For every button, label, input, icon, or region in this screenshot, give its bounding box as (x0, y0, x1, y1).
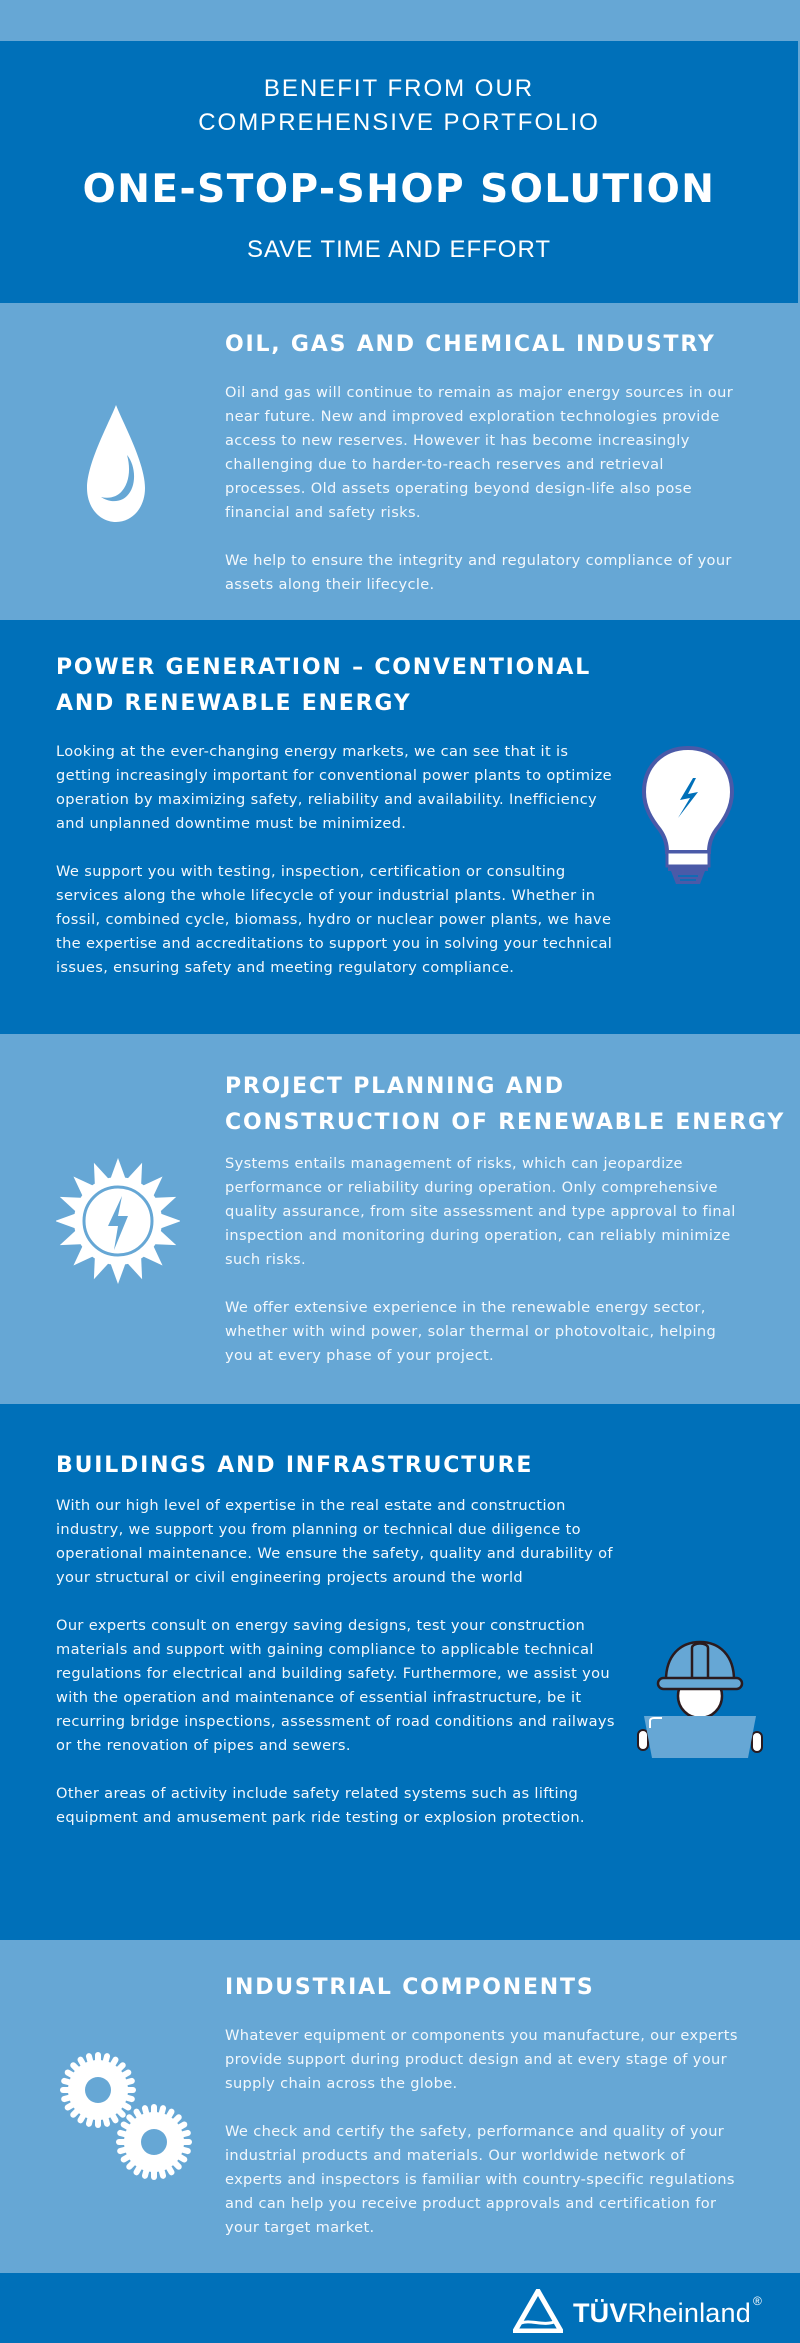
section-title (56, 1448, 533, 1484)
section-buildings-infrastructure (0, 1404, 800, 1940)
footer (0, 2273, 800, 2343)
light-bulb-icon (638, 744, 738, 894)
top-band (0, 0, 800, 41)
section-title-line1: INDUSTRIAL COMPONENTS (225, 1975, 595, 2000)
section-paragraph: We check and certify the safety, performance and quality of your industrial products and materials. Our worldwide network of experts and inspectors is familiar with country-specific regulations and can help you receive product approvals and certification for your target market. (225, 2123, 735, 2236)
sun-lightning-icon (56, 1158, 180, 1284)
section-title (225, 1069, 785, 1141)
section-title-line1: OIL, GAS AND CHEMICAL INDUSTRY (225, 332, 716, 357)
section-body (225, 381, 745, 597)
section-paragraph: We support you with testing, inspection, certification or consulting services along the whole lifecycle of your industrial plants. Whether in fossil, combined cycle, biomass, hydro or nuclear power plants, we have the expertise and accreditations to support you in solving your technical issues, ensuring safety and meeting regulatory compliance. (56, 863, 613, 976)
hero-tagline: SAVE TIME AND EFFORT (246, 236, 552, 263)
hero-eyebrow (0, 72, 798, 140)
section-body (56, 1494, 626, 1830)
section-paragraph: Our experts consult on energy saving designs, test your construction materials and support with gaining compliance to applicable technical regulations for electrical and building safety. Furthermore, we assist you with the operation and maintenance of essential infrastructure, be it recurring bridge inspections, assessment of road conditions and railways or the renovation of pipes and sewers. (56, 1617, 615, 1754)
section-title-line2: CONSTRUCTION OF RENEWABLE ENERGY (225, 1110, 786, 1135)
tuv-triangle-logo-icon (513, 2289, 563, 2338)
logo-wordmark (572, 2294, 762, 2329)
registered-mark: ® (752, 2294, 762, 2308)
section-body (225, 1152, 745, 1368)
section-title-line1: BUILDINGS AND INFRASTRUCTURE (56, 1453, 534, 1478)
section-paragraph: We help to ensure the integrity and regulatory compliance of your assets along their lifecycle. (225, 552, 732, 593)
section-paragraph: With our high level of expertise in the real estate and construction industry, we support you from planning or technical due diligence to operational maintenance. We ensure the safety, quality and durability of your structural or civil engineering projects around the world (56, 1497, 613, 1586)
section-title-line1: PROJECT PLANNING AND (225, 1074, 565, 1099)
gears-icon (56, 2046, 196, 2186)
hero-eyebrow-line2: COMPREHENSIVE PORTFOLIO (198, 109, 600, 136)
section-body (225, 2024, 745, 2240)
section-paragraph: Oil and gas will continue to remain as major energy sources in our near future. New and improved exploration technologies provide access to new reserves. However it has become increasingly challenging due to harder-to-reach reserves and retrieval processes. Old assets operating beyond design-life also pose financial and safety risks. (225, 384, 734, 521)
section-paragraph: Systems entails management of risks, which can jeopardize performance or reliability during operation. Only comprehensive quality assurance, from site assessment and type approval to final inspection and monitoring during operation, can reliably minimize such risks. (225, 1155, 736, 1268)
logo-wordmark-bold: TÜV (572, 2298, 628, 2328)
water-drop-icon (87, 403, 145, 525)
section-paragraph: Other areas of activity include safety related systems such as lifting equipment and amusement park ride testing or explosion protection. (56, 1785, 585, 1826)
section-project-planning (0, 1034, 800, 1404)
section-paragraph: We offer extensive experience in the renewable energy sector, whether with wind power, solar thermal or photovoltaic, helping you at every phase of your project. (225, 1299, 717, 1364)
section-power-generation (0, 620, 800, 1034)
hero-headline: ONE-STOP-SHOP SOLUTION (82, 167, 716, 212)
section-industrial-components (0, 1940, 800, 2273)
section-title (56, 650, 591, 722)
section-title (225, 1970, 594, 2006)
section-title (225, 327, 716, 363)
section-paragraph: Whatever equipment or components you manufacture, our experts provide support during product design and at every stage of your supply chain across the globe. (225, 2027, 738, 2092)
logo-wordmark-regular: Rheinland (627, 2298, 751, 2328)
hero-header (0, 41, 798, 303)
tuv-rheinland-logo[interactable] (513, 2289, 762, 2338)
section-title-line2: AND RENEWABLE ENERGY (56, 691, 412, 716)
section-oil-gas-chemical (0, 303, 800, 620)
section-paragraph: Looking at the ever-changing energy markets, we can see that it is getting increasingly important for conventional power plants to optimize operation by maximizing safety, reliability and availability. Inefficiency and unplanned downtime must be minimized. (56, 743, 613, 832)
engineer-hardhat-icon (636, 1628, 766, 1768)
section-body (56, 740, 626, 980)
hero-eyebrow-line1: BENEFIT FROM OUR (263, 75, 535, 102)
section-title-line1: POWER GENERATION – CONVENTIONAL (56, 655, 592, 680)
